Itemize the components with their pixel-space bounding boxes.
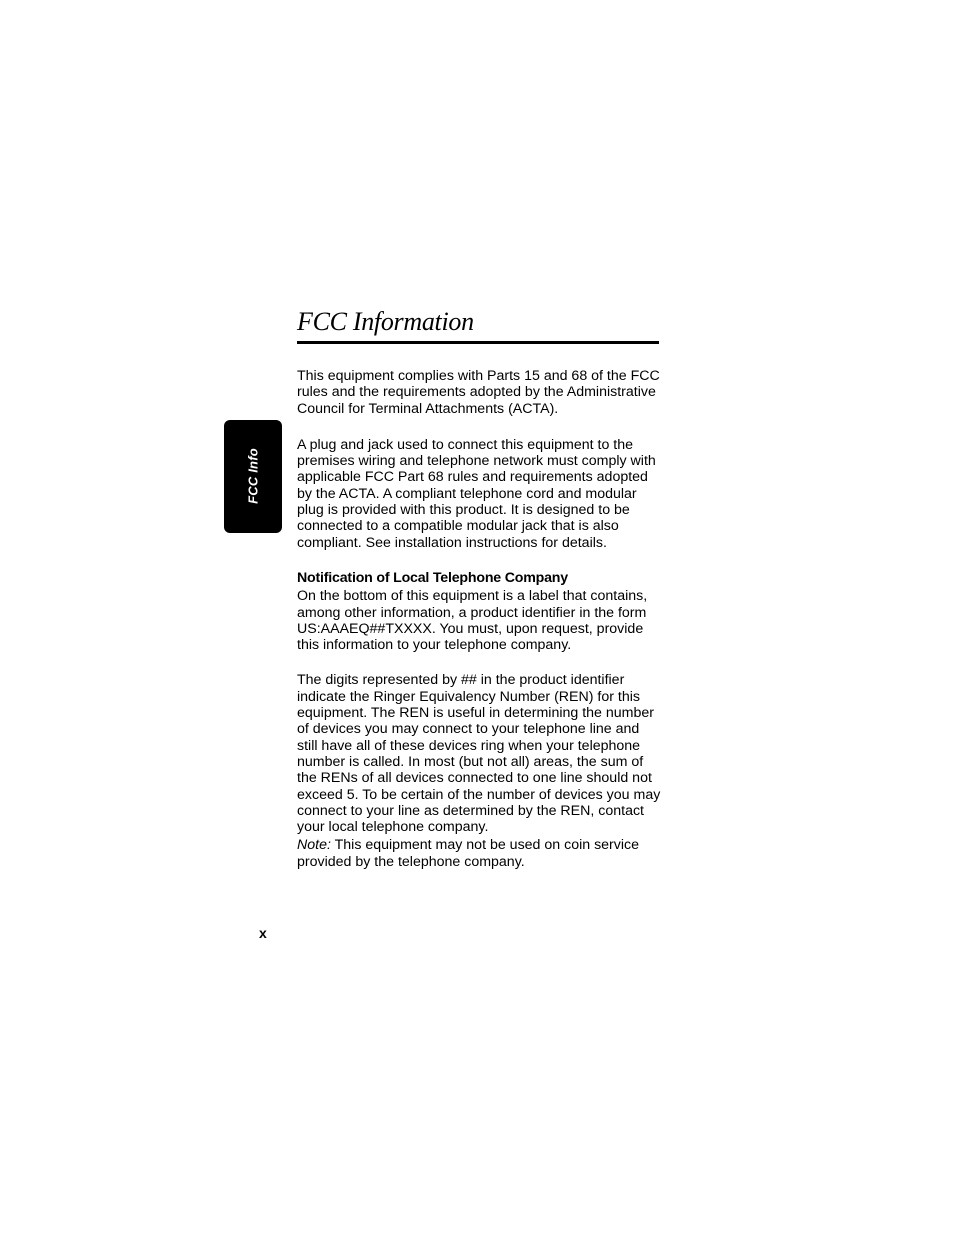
section-side-tab (224, 420, 282, 533)
note-paragraph (297, 837, 661, 870)
page-number: x (259, 925, 267, 941)
plug-jack-paragraph: A plug and jack used to connect this equipment to the premises wiring and telephone network must comply with applicable FCC Part 68 rules and requirements adopted by the ACTA. A compliant telephone cord and modular plug is provided with this product. It is designed to be connected to a compatible modular jack that is also compliant. See installation instructions for details. (297, 436, 656, 551)
note-label: Note: (297, 837, 331, 854)
notification-heading: Notification of Local Telephone Company (297, 569, 568, 586)
intro-paragraph: This equipment complies with Parts 15 and 68 of the FCC rules and the requirements adopted by the Administrative Council for Terminal Attachments (ACTA). (297, 368, 660, 417)
label-paragraph: On the bottom of this equipment is a label that contains, among other information, a product identifier in the form US:AAAEQ##TXXXX. You must, upon request, provide this information to your telephone company. (297, 588, 648, 654)
side-tab-label: FCC Info (245, 448, 261, 504)
title-underline-rule (297, 341, 659, 344)
page-body (297, 368, 661, 870)
ren-paragraph: The digits represented by ## in the product identifier indicate the Ringer Equivalency Number (REN) for this equipment. The REN is useful in determining the number of devices you may connect to your telephone line and still have all of these devices ring when your telephone number is called. In most (but not all) areas, the sum of the RENs of all devices connected to one line should not exceed 5. To be certain of the number of devices you may connect to your line as determined by the REN, contact your local telephone company. (297, 672, 661, 836)
page-title: FCC Information (297, 307, 474, 336)
note-text: This equipment may not be used on coin service provided by the telephone company. (297, 837, 640, 870)
